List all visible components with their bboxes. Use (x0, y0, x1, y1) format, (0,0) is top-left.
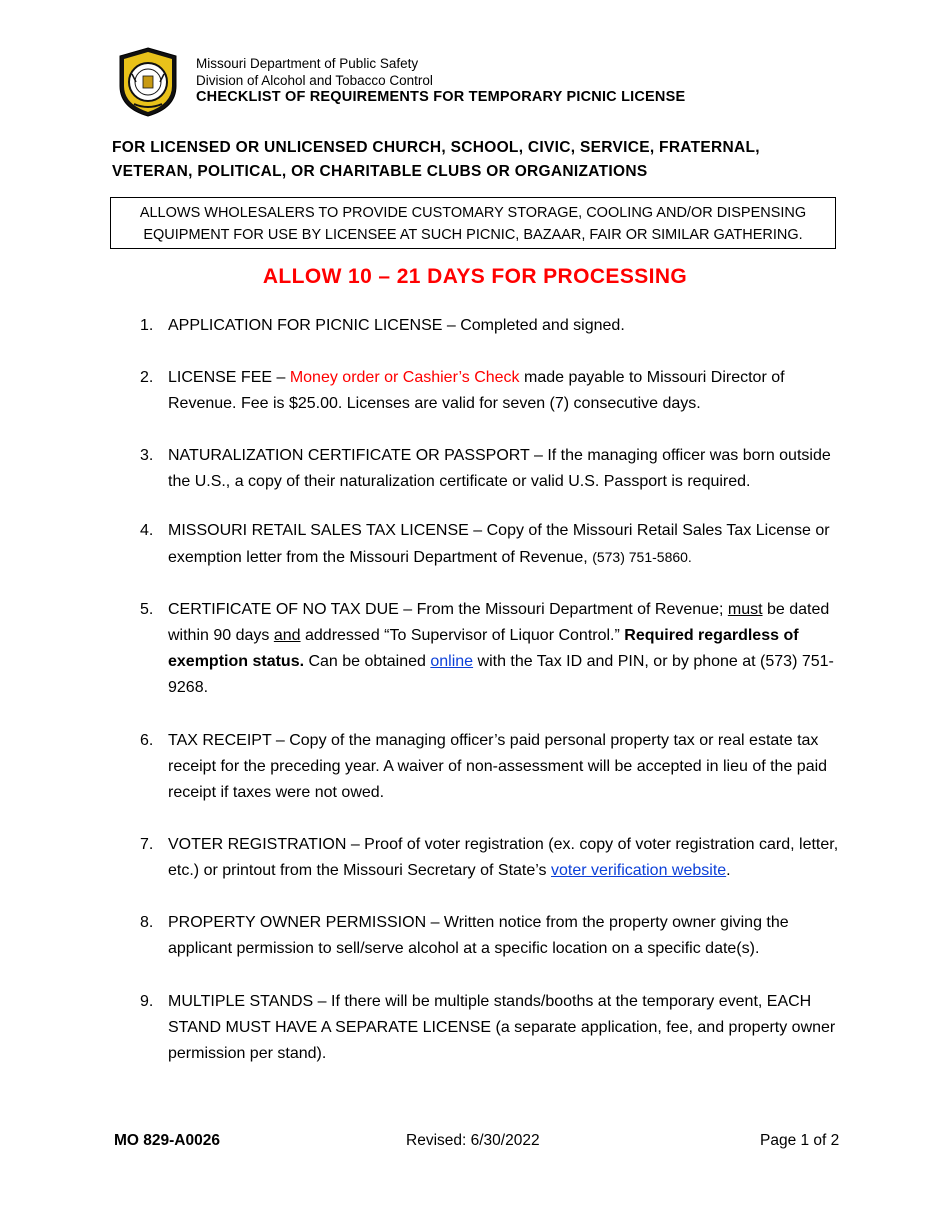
item-text-rest: with the Tax ID and PIN, or by phone at (573) 751-9268. (168, 653, 834, 696)
requirement-item (140, 989, 840, 1067)
requirement-item (140, 313, 840, 339)
missouri-state-seal-icon (114, 46, 182, 118)
item-text-rest: made payable to Missouri Director of Revenue. Fee is $25.00. Licenses are valid for seven (7) consecutive days. (168, 369, 785, 412)
phone-number: (573) 751-5860. (592, 549, 692, 565)
item-text-mid: Can be obtained (304, 653, 431, 670)
voter-verification-link[interactable]: voter verification website (550, 862, 727, 879)
emphasis-must: must (727, 601, 763, 618)
item-text-mid: addressed “To Supervisor of Liquor Control.” (300, 627, 625, 644)
requirement-item (140, 365, 840, 417)
requirement-item (140, 910, 840, 962)
item-text: CERTIFICATE OF NO TAX DUE – From the Missouri Department of Revenue; (168, 601, 728, 618)
item-text: MISSOURI RETAIL SALES TAX LICENSE – Copy of the Missouri Retail Sales Tax License or exemption letter from the Missouri Department of Revenue, (168, 522, 830, 566)
item-text: NATURALIZATION CERTIFICATE OR PASSPORT – If the managing officer was born outside the U.S., a copy of their naturalization certificate or valid U.S. Passport is required. (168, 447, 831, 490)
item-text: APPLICATION FOR PICNIC LICENSE – Completed and signed. (168, 317, 625, 334)
payment-method-highlight: Money order or Cashier’s Check (289, 369, 520, 386)
box-note-line-2: EQUIPMENT FOR USE BY LICENSEE AT SUCH PICNIC, BAZAAR, FAIR OR SIMILAR GATHERING. (143, 227, 803, 243)
form-number: MO 829-A0026 (114, 1132, 220, 1149)
requirement-item (140, 443, 840, 495)
requirement-item (140, 728, 840, 806)
item-number: 3. (140, 447, 154, 464)
page-number: Page 1 of 2 (760, 1132, 840, 1149)
item-text-rest: . (726, 862, 731, 879)
item-number: 5. (140, 601, 154, 618)
subheading-line-1: FOR LICENSED OR UNLICENSED CHURCH, SCHOOL, CIVIC, SERVICE, FRATERNAL, (112, 139, 760, 156)
required-notice: Required regardless of exemption status. (168, 627, 799, 670)
item-number: 8. (140, 914, 154, 931)
requirement-item (140, 832, 840, 884)
revised-date: Revised: 6/30/2022 (406, 1132, 540, 1149)
item-text: PROPERTY OWNER PERMISSION – Written notice from the property owner giving the applicant permission to sell/serve alcohol at a specific location on a specific date(s). (168, 914, 789, 957)
wholesaler-note-box (110, 197, 836, 249)
organization-subheading (112, 136, 852, 184)
box-note-line-1: ALLOWS WHOLESALERS TO PROVIDE CUSTOMARY STORAGE, COOLING AND/OR DISPENSING (139, 205, 807, 221)
processing-time-notice: ALLOW 10 – 21 DAYS FOR PROCESSING (262, 265, 688, 288)
division-name: Division of Alcohol and Tobacco Control (196, 73, 433, 88)
requirement-item (140, 518, 840, 571)
requirement-item (140, 597, 840, 701)
item-number: 1. (140, 317, 154, 334)
item-number: 9. (140, 993, 154, 1010)
subheading-line-2: VETERAN, POLITICAL, OR CHARITABLE CLUBS OR ORGANIZATIONS (112, 163, 648, 180)
item-number: 6. (140, 732, 154, 749)
agency-header (196, 55, 685, 106)
document-title: CHECKLIST OF REQUIREMENTS FOR TEMPORARY PICNIC LICENSE (196, 89, 686, 105)
item-text: VOTER REGISTRATION – Proof of voter registration (ex. copy of voter registration card, letter, etc.) or printout from the Missouri Secretary of State’s (168, 836, 839, 879)
department-name: Missouri Department of Public Safety (196, 56, 419, 71)
item-number: 4. (140, 522, 154, 539)
item-text: TAX RECEIPT – Copy of the managing officer’s paid personal property tax or real estate tax receipt for the preceding year. A waiver of non-assessment will be accepted in lieu of the paid receipt if taxes were not owed. (168, 732, 828, 801)
emphasis-and: and (273, 627, 301, 644)
online-link[interactable]: online (430, 653, 474, 670)
item-text: MULTIPLE STANDS – If there will be multiple stands/booths at the temporary event, EACH STAND MUST HAVE A SEPARATE LICENSE (a separate application, fee, and property owner permission per stand). (168, 993, 836, 1062)
item-number: 7. (140, 836, 154, 853)
item-text-mid: be dated within 90 days (168, 601, 830, 644)
item-text: LICENSE FEE – (168, 369, 290, 386)
item-number: 2. (140, 369, 154, 386)
